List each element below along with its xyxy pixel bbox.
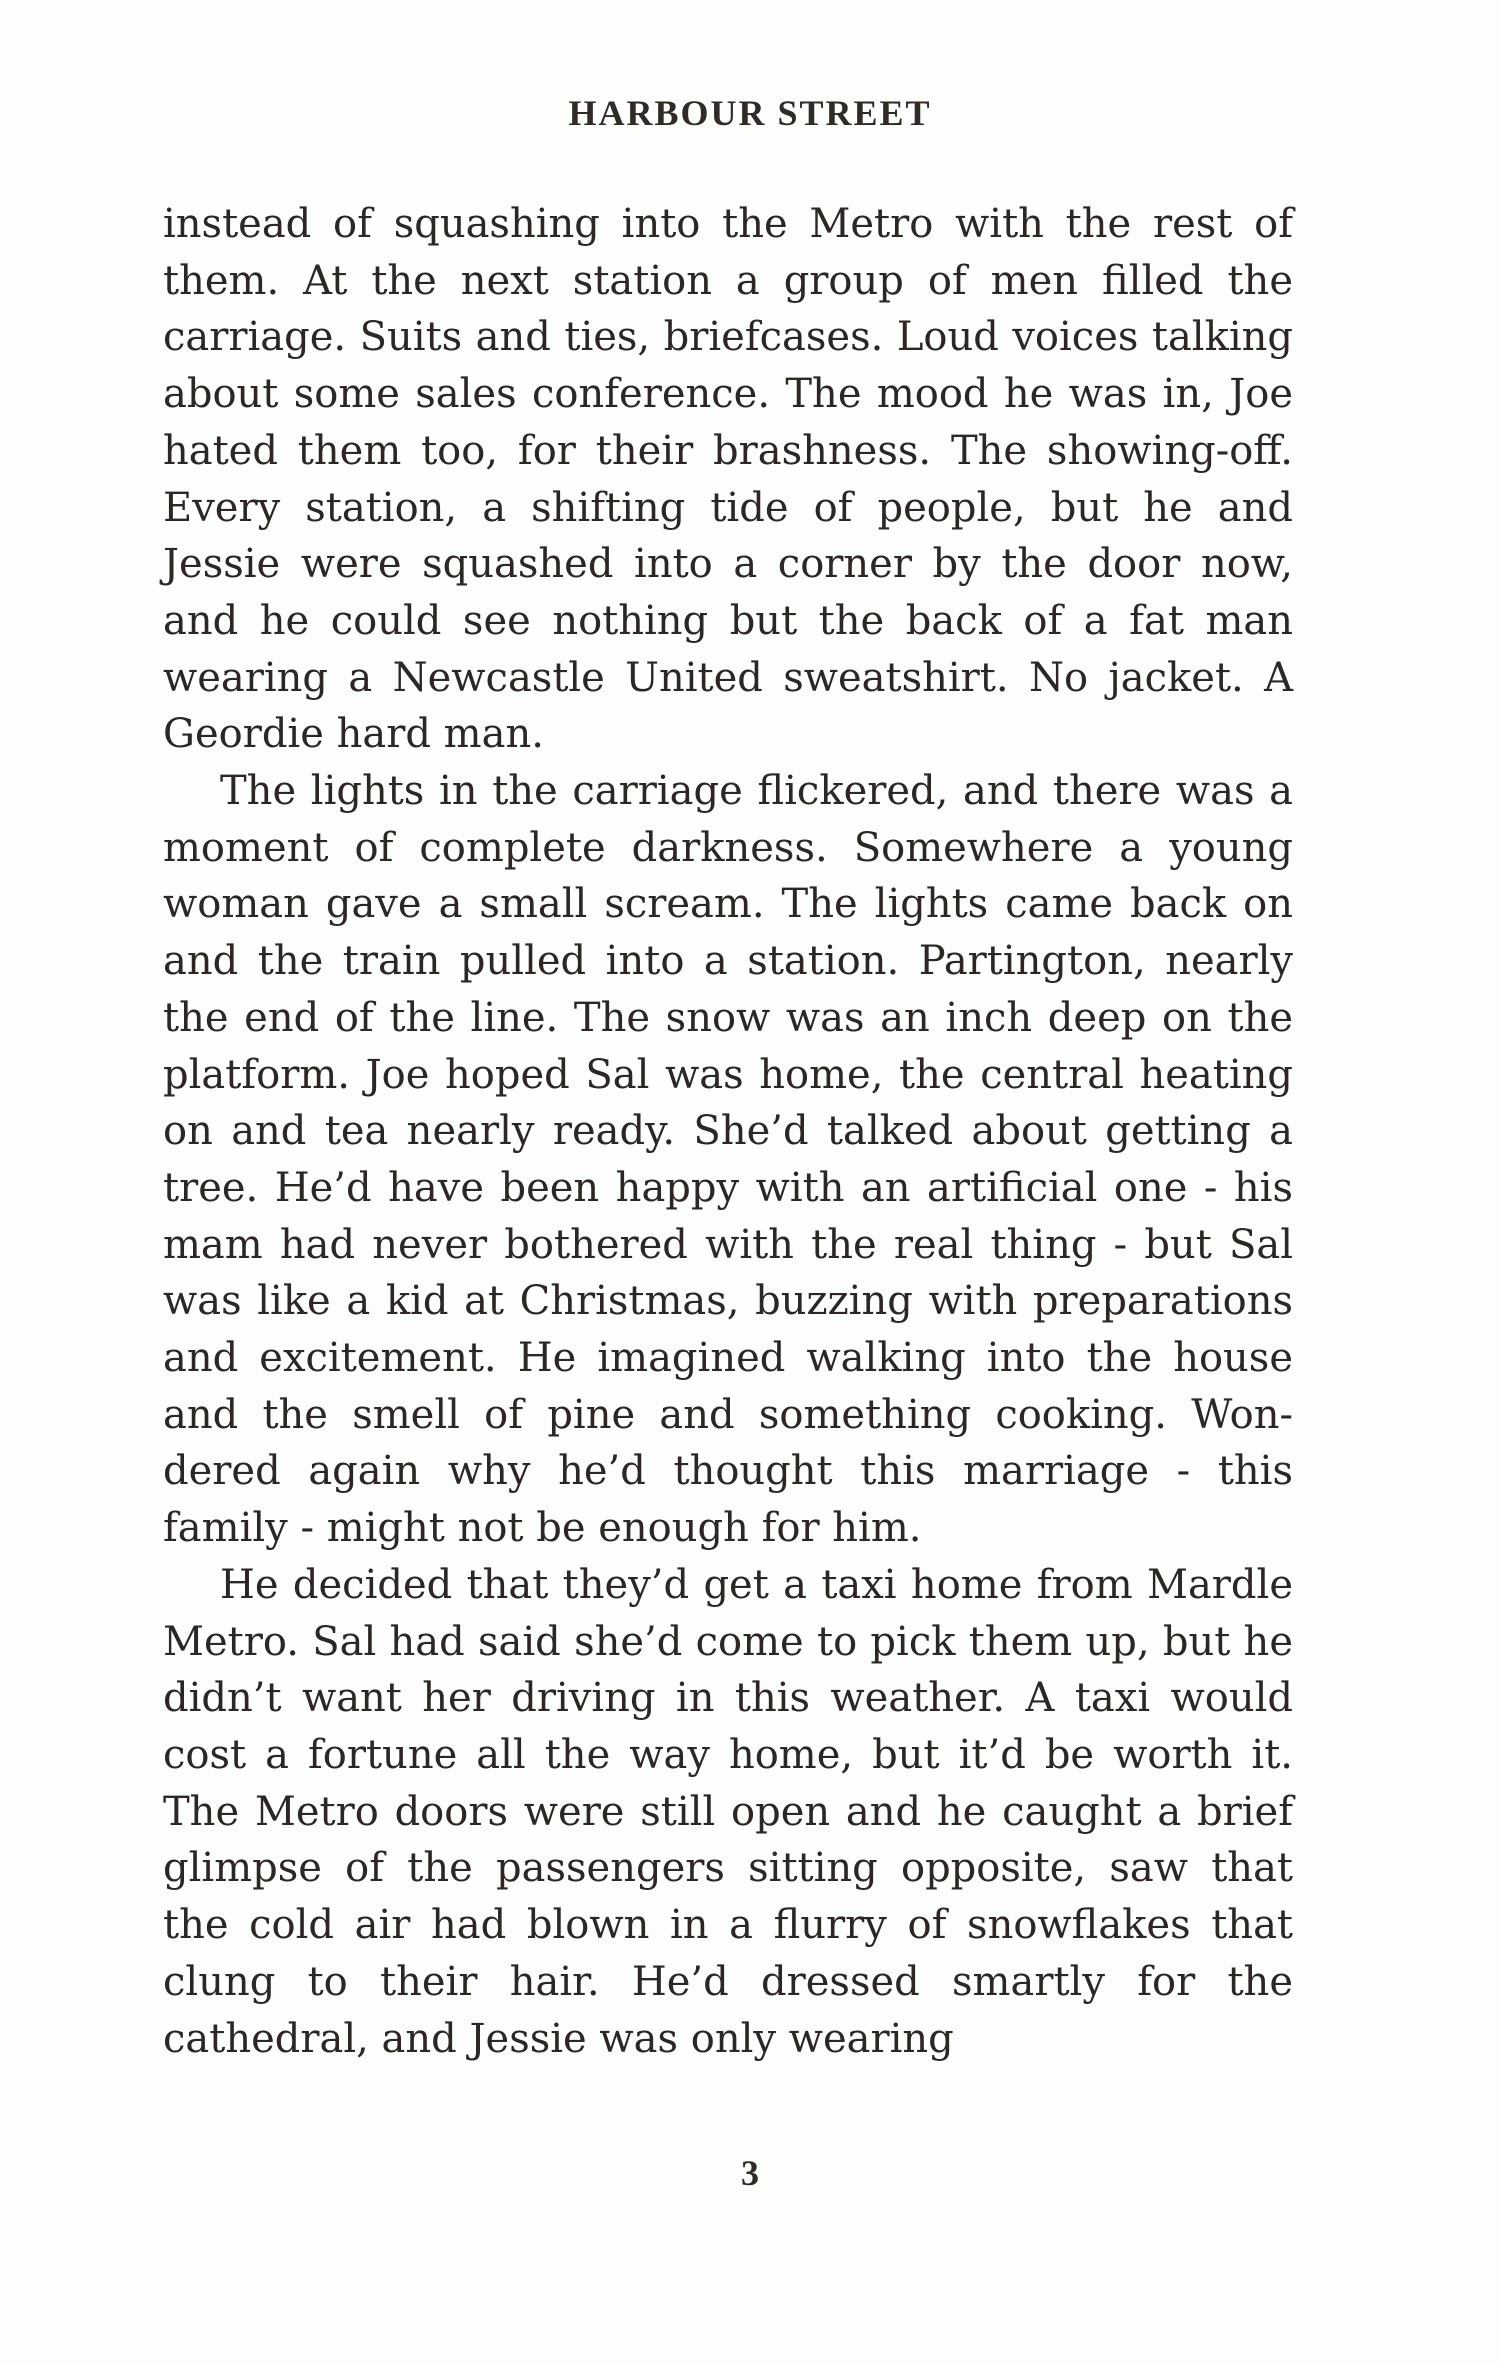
page-number: 3	[741, 2153, 759, 2193]
running-head-title: HARBOUR STREET	[568, 93, 932, 133]
paragraph: He decided that they’d get a taxi home from Mardle Metro. Sal had said she’d come to pick them up, but he didn’t want her driving in this weather. A taxi would cost a fortune all the way home, but it’d be worth it. The Metro doors were still open and he caught a brief glimpse of the passengers sitting opposite, saw that the cold air had blown in a flurry of snowflakes that clung to their hair. He’d dressed smartly for the cathedral, and Jessie was only wearing	[163, 1561, 1293, 2062]
body-text	[163, 196, 1293, 2067]
paragraph: The lights in the carriage flickered, and there was a moment of complete darkness. Somewhere a young woman gave a small scream. The lights came back on and the train pulled into a station. Partington, nearly the end of the line. The snow was an inch deep on the platform. Joe hoped Sal was home, the central heating on and tea nearly ready. She’d talked about getting a tree. He’d have been happy with an artificial one - his mam had never bothered with the real thing - but Sal was like a kid at Christmas, buzzing with preparations and excitement. He imagined walking into the house and the smell of pine and something cooking. Wondered again why he’d thought this marriage - this family - might not be enough for him.	[163, 768, 1293, 1552]
paragraph-continued: instead of squashing into the Metro with the rest of them. At the next station a group of men filled the carriage. Suits and ties, briefcases. Loud voices talking about some sales conference. The mood he was in, Joe hated them too, for their brashness. The showing-off. Every station, a shifting tide of people, but he and Jessie were squashed into a corner by the door now, and he could see nothing but the back of a fat man wearing a Newcastle United sweatshirt. No jacket. A Geordie hard man.	[163, 201, 1293, 758]
